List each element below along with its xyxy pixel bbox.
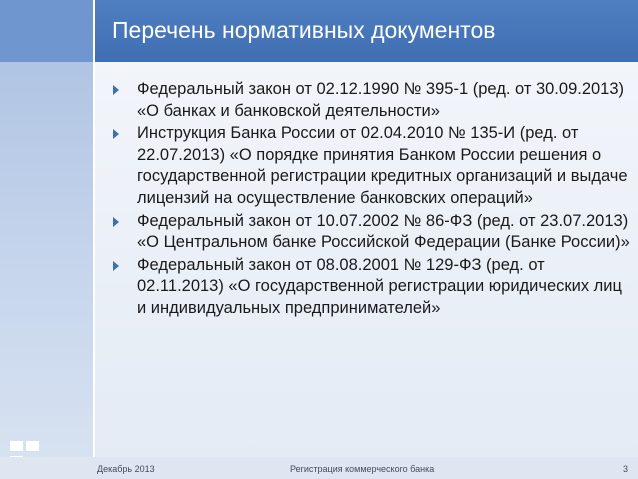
triangle-bullet-icon xyxy=(113,85,119,95)
bullet-text: Федеральный закон от 02.12.1990 № 395-1 (ред. от 30.09.2013) «О банках и банковской деятельности» xyxy=(137,80,625,120)
bullet-text: Федеральный закон от 10.07.2002 № 86-ФЗ (ред. от 23.07.2013) «О Центральном банке Российской Федерации (Банке России)» xyxy=(137,211,630,252)
left-decorative-strip xyxy=(0,0,94,479)
footer-date: Декабрь 2013 xyxy=(97,464,155,474)
bullet-item xyxy=(108,211,630,254)
bullet-list xyxy=(108,79,630,321)
footer xyxy=(0,457,638,479)
triangle-bullet-icon xyxy=(113,261,119,271)
footer-title: Регистрация коммерческого банка xyxy=(290,464,435,474)
bullet-item xyxy=(108,255,630,320)
page-number: 3 xyxy=(622,464,628,474)
triangle-bullet-icon xyxy=(113,129,119,139)
bullet-item xyxy=(108,79,630,122)
triangle-bullet-icon xyxy=(113,217,119,227)
bullet-text: Инструкция Банка России от 02.04.2010 № 135-И (ред. от 22.07.2013) «О порядке принятия Банком России решения о государственной регистрации кредитных организаций и выдаче лицензий на осуществление банковских операций» xyxy=(137,124,628,207)
bullet-text: Федеральный закон от 08.08.2001 № 129-ФЗ (ред. от 02.11.2013) «О государственной регистрации юридических лиц и индивидуальных предпринимателей» xyxy=(137,255,622,317)
title-bar-left-block xyxy=(0,0,94,62)
bullet-item xyxy=(108,123,630,209)
slide-title: Перечень нормативных документов xyxy=(112,17,496,43)
vertical-divider xyxy=(93,0,95,479)
